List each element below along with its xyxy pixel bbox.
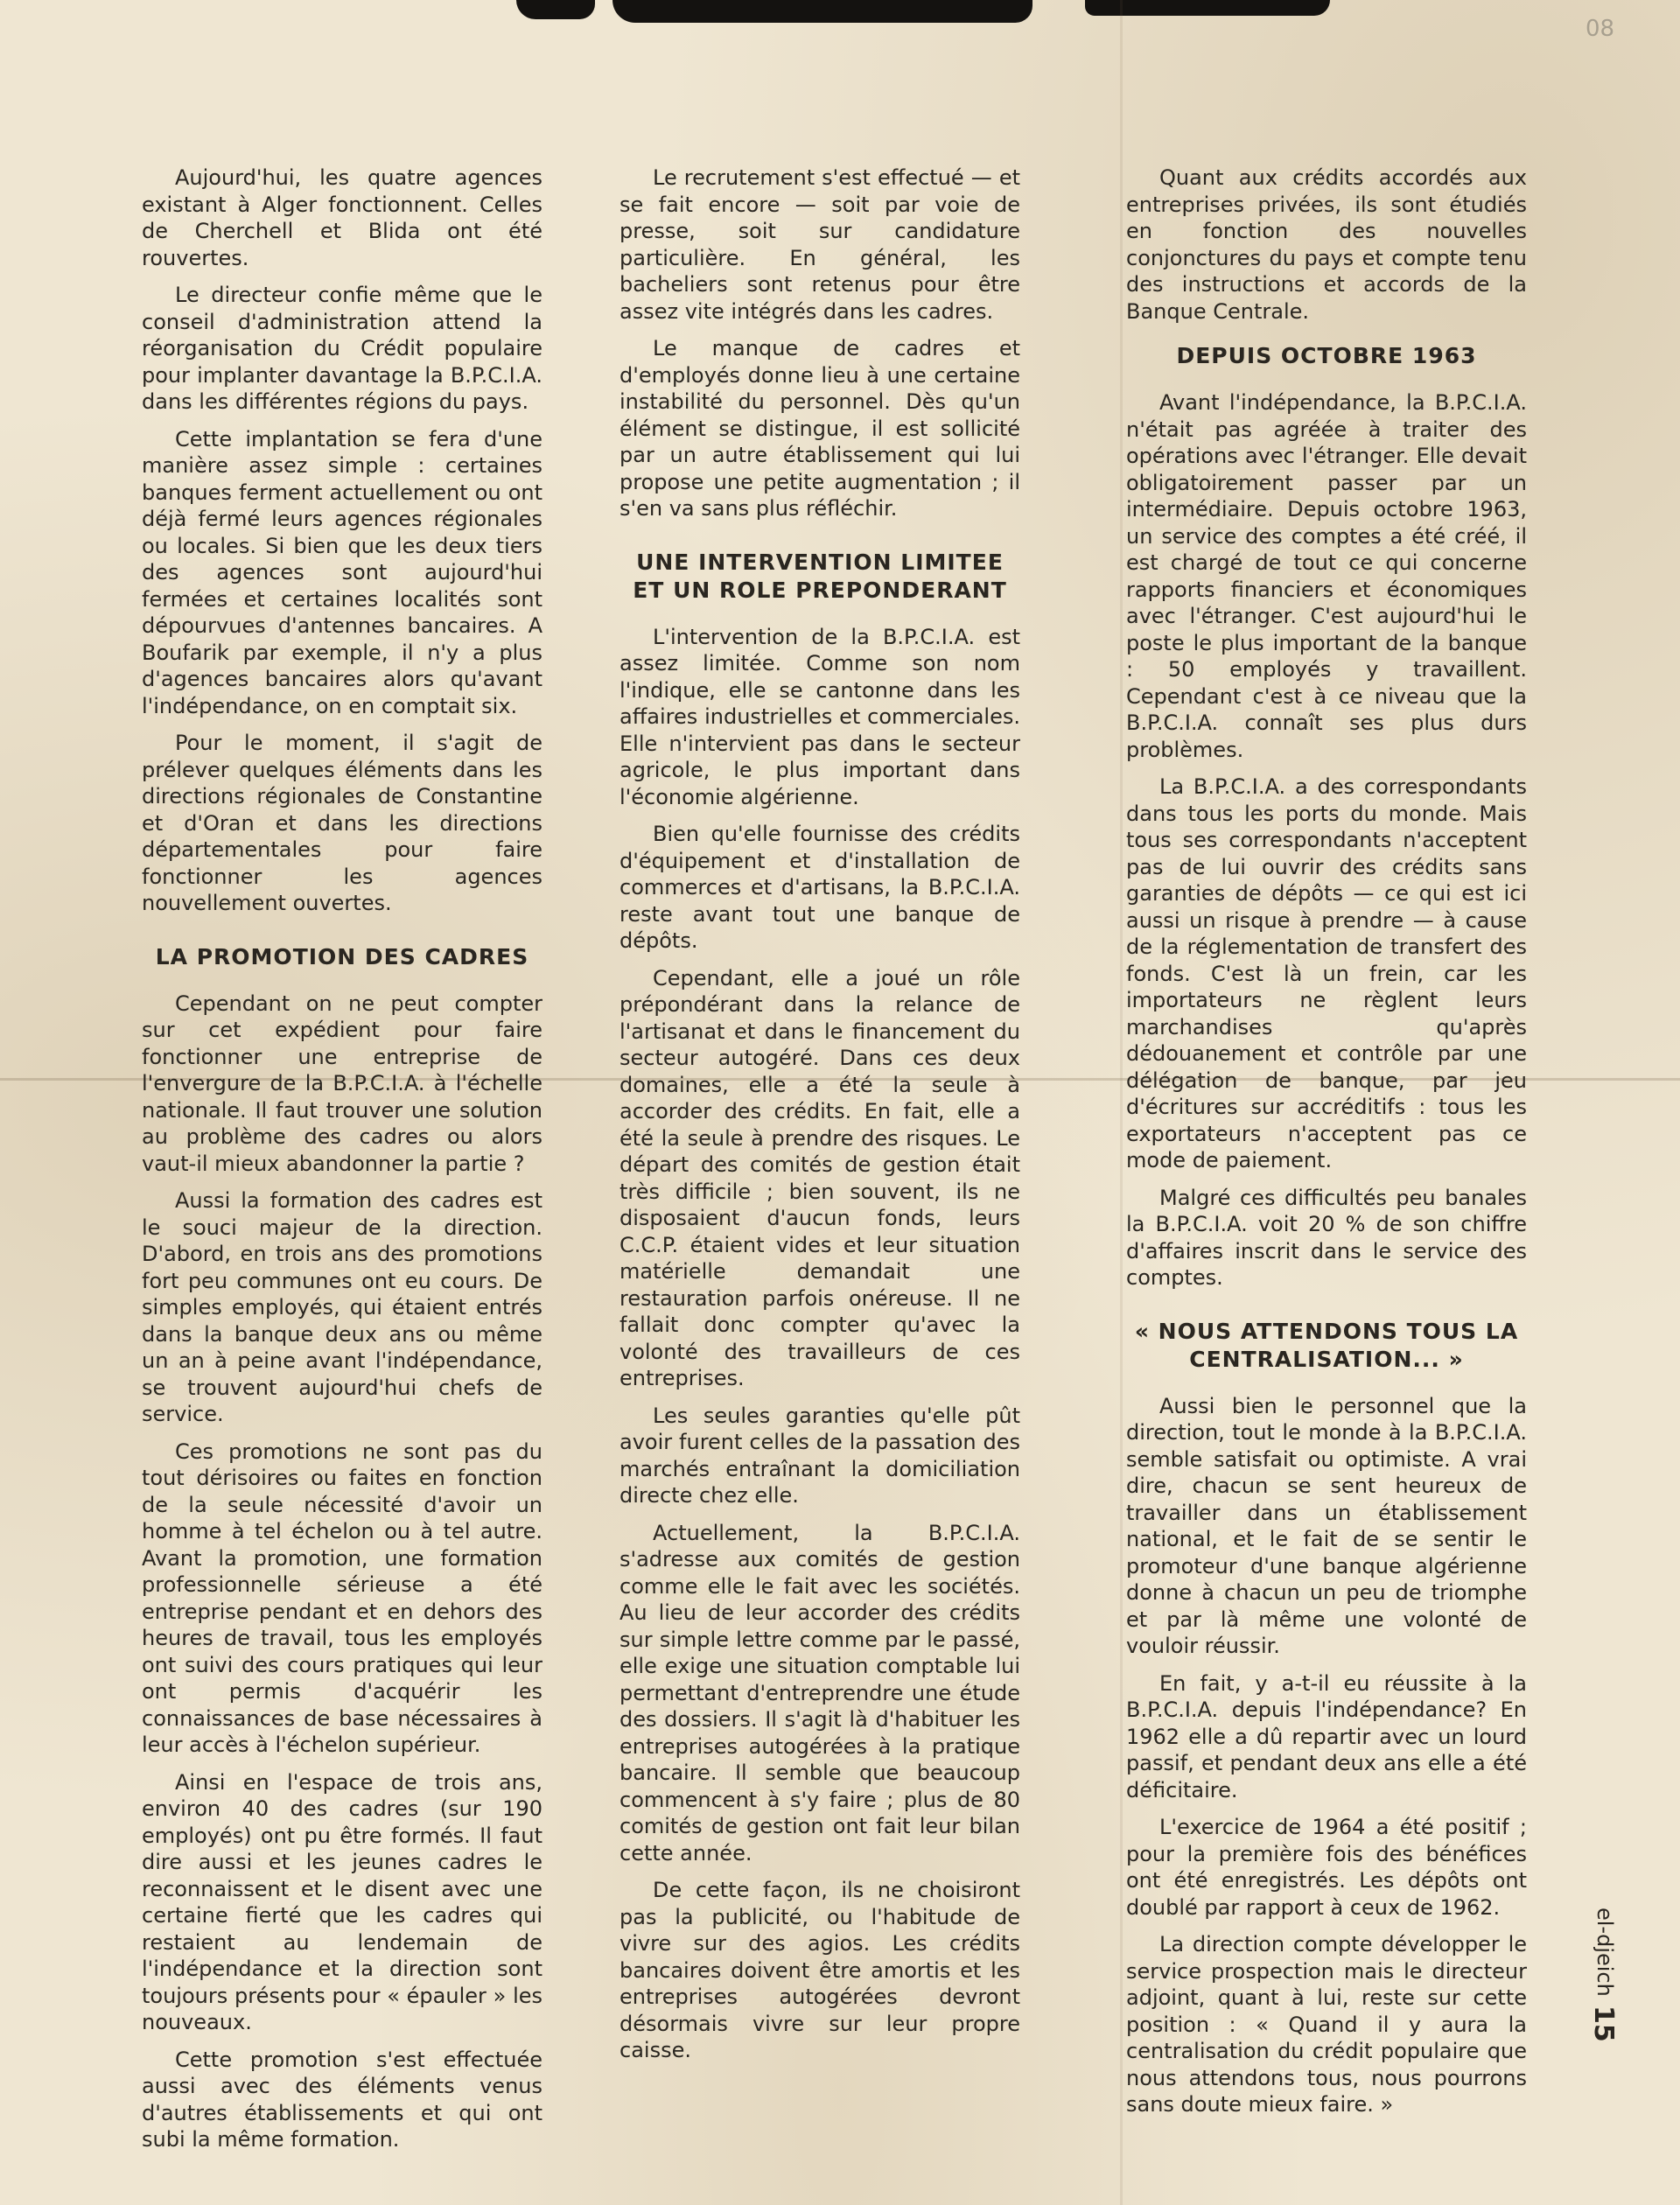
torn-edge-top-left: [516, 0, 595, 19]
paragraph: En fait, y a-t-il eu réussite à la B.P.C.I.A. depuis l'indépendance? En 1962 elle a dû repartir avec un lourd passif, et pendant deux ans elle a été déficitaire.: [1126, 1670, 1527, 1802]
paragraph: Quant aux crédits accordés aux entreprises privées, ils sont étudiés en fonction des nouvelles conjonctures du pays et compte tenu des instructions et accords de la Banque Centrale.: [1126, 165, 1527, 324]
column-right: [1126, 164, 1527, 2129]
paragraph: La B.P.C.I.A. a des correspondants dans tous les ports du monde. Mais tous ses correspondants n'acceptent pas de lui ouvrir des crédits sans garanties de dépôts — ce qui est ici aussi un risque à prendre — à cause de la réglementation de transfert des fonds. C'est là un frein, car les importateurs ne règlent leurs marchandises qu'après dédouanement et contrôle par une délégation de banque, par jeu d'écritures sur accréditifs : tous les exportateurs n'acceptent pas ce mode de paiement.: [1126, 774, 1527, 1172]
corner-mark: 08: [1586, 16, 1615, 42]
column-left: [142, 164, 542, 2164]
paragraph: Aujourd'hui, les quatre agences existant à Alger fonctionnent. Celles de Cherchell et Blida ont été rouvertes.: [142, 165, 542, 270]
paragraph: L'exercice de 1964 a été positif ; pour la première fois des bénéfices ont été enregistrés. Les dépôts ont doublé par rapport à ceux de 1962.: [1126, 1815, 1527, 1920]
section-heading-intervention: UNE INTERVENTION LIMITEE ET UN ROLE PREPONDERANT: [633, 549, 1007, 603]
paragraph: L'intervention de la B.P.C.I.A. est assez limitée. Comme son nom l'indique, elle se cantonne dans les affaires industrielles et commerciales. Elle n'intervient pas dans le secteur agricole, le plus important dans l'économie algérienne.: [620, 624, 1020, 809]
paragraph: Cette implantation se fera d'une manière assez simple : certaines banques ferment actuellement ou ont déjà fermé leurs agences régionales ou locales. Si bien que les deux tiers des agences sont aujourd'hui fermées et certaines localités sont dépourvues d'antennes bancaires. A Boufarik par exemple, il n'y a plus d'agences bancaires alors qu'avant l'indépendance, on en comptait six.: [142, 426, 542, 718]
page-footer: [1575, 1908, 1628, 2065]
paragraph: Le manque de cadres et d'employés donne lieu à une certaine instabilité du personnel. Dès qu'un élément se distingue, il est sollicité par un autre établissement qui lui propose une petite augmentation ; il s'en va sans plus réfléchir.: [620, 336, 1020, 521]
paragraph: Pour le moment, il s'agit de prélever quelques éléments dans les directions régionales de Constantine et d'Oran et dans les directions départementales pour faire fonctionner les agences nouvellement ouvertes.: [142, 731, 542, 915]
paragraph: Malgré ces difficultés peu banales la B.P.C.I.A. voit 20 % de son chiffre d'affaires inscrit dans le service des comptes.: [1126, 1185, 1527, 1290]
paragraph: Le recrutement s'est effectué — et se fait encore — soit par voie de presse, soit sur candidature particulière. En général, les bacheliers sont retenus pour être assez vite intégrés dans les cadres.: [620, 165, 1020, 324]
page-number: 15: [1588, 2006, 1619, 2042]
paragraph: De cette façon, ils ne choisiront pas la publicité, ou l'habitude de vivre sur des agios. Les crédits bancaires doivent être amortis et les entreprises autogérées devront désormais vivre sur leur propre caisse.: [620, 1878, 1020, 2062]
paragraph: Ainsi en l'espace de trois ans, environ 40 des cadres (sur 190 employés) ont pu être formés. Il faut dire aussi et les jeunes cadres le reconnaissent et le disent avec une certaine fierté que les cadres qui restaient au lendemain de l'indépendance et la direction sont toujours présents pour « épauler » les nouveaux.: [142, 1769, 542, 2034]
paragraph: Cette promotion s'est effectuée aussi avec des éléments venus d'autres établissements et qui ont subi la même formation.: [142, 2047, 542, 2152]
section-heading-promotion: LA PROMOTION DES CADRES: [155, 943, 529, 970]
column-middle: [620, 164, 1020, 2075]
paragraph: Bien qu'elle fournisse des crédits d'équipement et d'installation de commerces et d'artisans, la B.P.C.I.A. reste avant tout une banque de dépôts.: [620, 822, 1020, 953]
section-heading-centralisation: « NOUS ATTENDONS TOUS LA CENTRALISATION... »: [1134, 1318, 1519, 1372]
magazine-name: el-djeich: [1592, 1908, 1617, 1997]
fold-crease-vertical: [1120, 0, 1123, 2205]
torn-edge-top-center: [612, 0, 1032, 23]
paragraph: Le directeur confie même que le conseil d'administration attend la réorganisation du Crédit populaire pour implanter davantage la B.P.C.I.A. dans les différentes régions du pays.: [142, 283, 542, 414]
paragraph: Avant l'indépendance, la B.P.C.I.A. n'était pas agréée à traiter des opérations avec l'étranger. Elle devait obligatoirement passer par un intermédiaire. Depuis octobre 1963, un service des comptes a été créé, il est chargé de tout ce qui concerne rapports financiers et économiques avec l'étranger. C'est aujourd'hui le poste le plus important de la banque : 50 employés y travaillent. Cependant c'est à ce niveau que la B.P.C.I.A. connaît ses plus durs problèmes.: [1126, 390, 1527, 762]
paragraph: Actuellement, la B.P.C.I.A. s'adresse aux comités de gestion comme elle le fait avec les sociétés. Au lieu de leur accorder des crédits sur simple lettre comme par le passé, elle exige une situation comptable lui permettant d'entreprendre une étude des dossiers. Il s'agit là d'habituer les entreprises autogérées à la pratique bancaire. Il semble que beaucoup commencent à s'y faire ; plus de 80 comités de gestion ont fait leur bilan cette année.: [620, 1520, 1020, 1866]
paragraph: Cependant on ne peut compter sur cet expédient pour faire fonctionner une entreprise de l'envergure de la B.P.C.I.A. à l'échelle nationale. Il faut trouver une solution au problème des cadres ou alors vaut-il mieux abandonner la partie ?: [142, 990, 542, 1176]
paragraph: Aussi la formation des cadres est le souci majeur de la direction. D'abord, en trois ans des promotions fort peu communes ont eu cours. De simples employés, qui étaient entrés dans la banque deux ans ou même un an à peine avant l'indépendance, se trouvent aujourd'hui chefs de service.: [142, 1188, 542, 1426]
paragraph: Les seules garanties qu'elle pût avoir furent celles de la passation des marchés entraînant la domiciliation directe chez elle.: [620, 1403, 1020, 1508]
paragraph: Aussi bien le personnel que la direction, tout le monde à la B.P.C.I.A. semble satisfait ou optimiste. A vrai dire, chacun se sent heureux de travailler dans un établissement national, et le fait de se sentir le promoteur d'une banque algérienne donne à chacun un peu de triomphe et par là même une volonté de vouloir réussir.: [1126, 1393, 1527, 1658]
section-heading-octobre: DEPUIS OCTOBRE 1963: [1176, 343, 1477, 368]
paragraph: Ces promotions ne sont pas du tout dérisoires ou faites en fonction de la seule nécessité d'avoir un homme à tel échelon ou à tel autre. Avant la promotion, une formation professionnelle sérieuse a été entreprise pendant et en dehors des heures de travail, tous les employés ont suivi des cours pratiques qui leur ont permis d'acquérir les connaissances de base nécessaires à leur accès à l'échelon supérieur.: [142, 1438, 542, 1757]
paragraph: Cependant, elle a joué un rôle prépondérant dans la relance de l'artisanat et dans le financement du secteur autogéré. Dans ces deux domaines, elle a été la seule à accorder des crédits. En fait, elle a été la seule à prendre des risques. Le départ des comités de gestion était très difficile ; bien souvent, ils ne disposaient d'aucun fonds, leurs C.C.P. étaient vides et leur situation matérielle demandait une restauration parfois onéreuse. Il ne fallait donc compter qu'avec la volonté des travailleurs de ces entreprises.: [620, 965, 1020, 1390]
paragraph: La direction compte développer le service prospection mais le directeur adjoint, quant à lui, reste sur cette position : « Quand il y aura la centralisation du crédit populaire que nous attendons tous, nous pourrons sans doute mieux faire. »: [1126, 1932, 1527, 2117]
